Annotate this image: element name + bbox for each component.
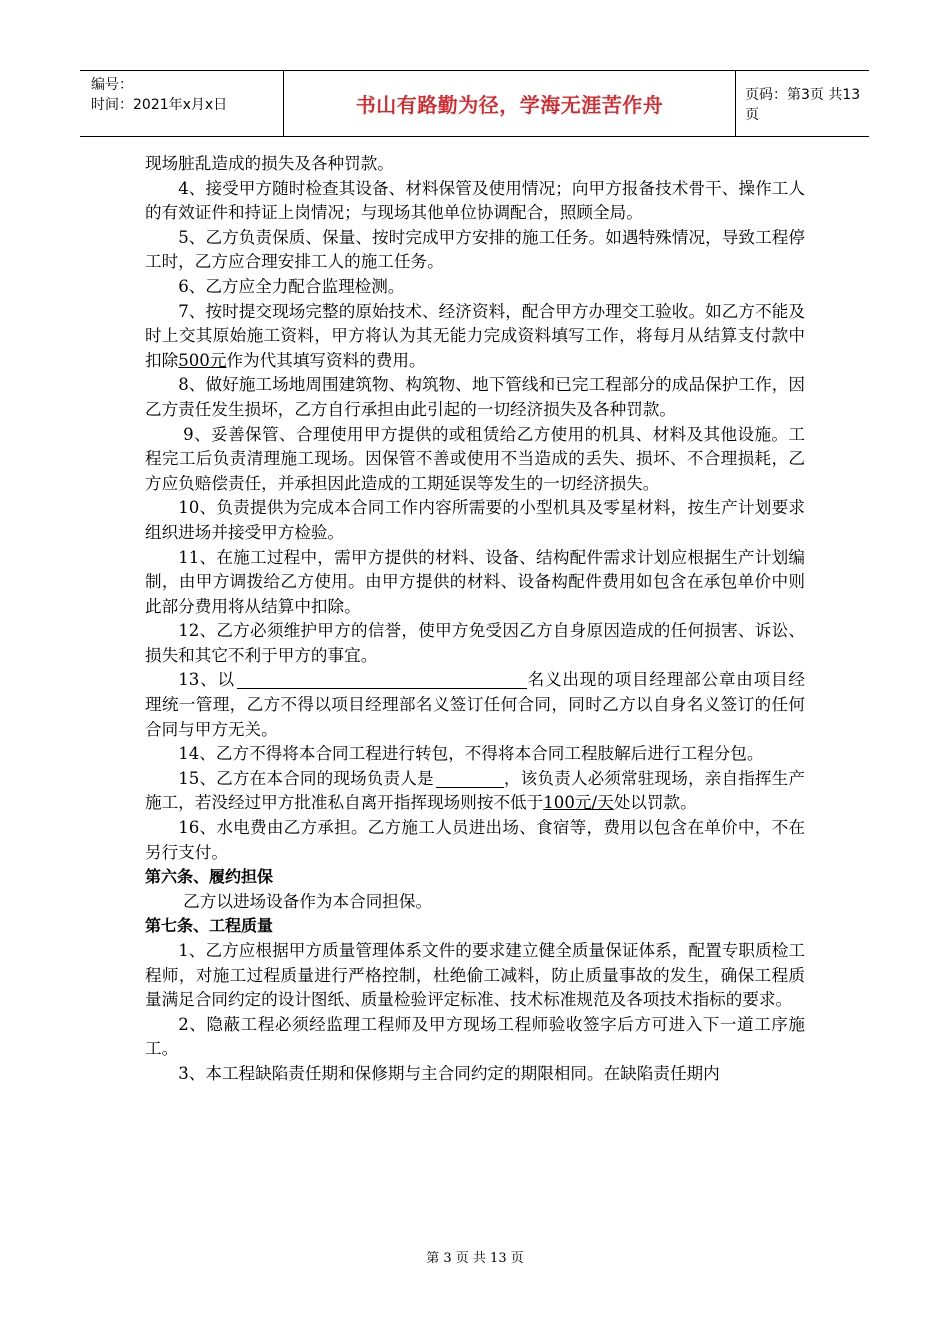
document-header — [80, 70, 869, 137]
clause-8: 8、做好施工场地周围建筑物、构筑物、地下管线和已完工程部分的成品保护工作，因乙方责任发生损坏，乙方自行承担由此引起的一切经济损失及各种罚款。 — [145, 375, 805, 419]
header-page-info: 页码：第3页 共13页 — [745, 86, 861, 123]
document-body — [145, 152, 805, 1087]
clause-7-text-b: 作为代其填写资料的费用。 — [226, 350, 426, 370]
document-number-label: 编号： — [91, 77, 133, 93]
header-motto-cell — [284, 71, 736, 136]
header-meta — [80, 71, 284, 136]
clause-7 — [145, 300, 805, 374]
header-page-info-cell — [736, 71, 869, 136]
clause-13 — [145, 668, 805, 742]
article-7-heading: 第七条、工程质量 — [145, 916, 274, 936]
page-footer: 第 3 页 共 13 页 — [426, 1251, 524, 1266]
clause-15-text-c: 处以罚款。 — [613, 793, 697, 813]
clause-4: 4、接受甲方随时检查其设备、材料保管及使用情况；向甲方报备技术骨干、操作工人的有效证件和持证上岗情况；与现场其他单位协调配合，照顾全局。 — [145, 178, 805, 223]
article-6-clause: 乙方以进场设备作为本合同担保。 — [183, 891, 433, 911]
clause-6: 6、乙方应全力配合监理检测。 — [178, 276, 405, 296]
clause-14: 14、乙方不得将本合同工程进行转包，不得将本合同工程肢解后进行工程分包。 — [178, 744, 764, 764]
article-6-heading: 第六条、履约担保 — [145, 867, 274, 887]
clause-15-amount: 100元/天 — [543, 793, 614, 813]
document-date: 时间：2021年x月x日 — [91, 97, 228, 113]
clause-16: 16、水电费由乙方承担。乙方施工人员进出场、食宿等，费用以包含在单价中，不在另行支付。 — [145, 818, 805, 862]
clause-7-amount: 500元 — [178, 350, 227, 370]
clause-13-text-a: 13、以 — [178, 670, 235, 690]
clause-7-text-a: 7、按时提交现场完整的原始技术、经济资料，配合甲方办理交工验收。如乙方不能及时上交其原始施工资料，甲方将认为其无能力完成资料填写工作，将每月从结算支付款中扣除 — [145, 301, 805, 370]
header-motto: 书山有路勤为径，学海无涯苦作舟 — [355, 93, 664, 117]
paragraph-continuation: 现场脏乱造成的损失及各种罚款。 — [145, 154, 394, 173]
clause-15-text-a: 15、乙方在本合同的现场负责人是 — [178, 768, 434, 788]
article-7-clause-2: 2、隐蔽工程必须经监理工程师及甲方现场工程师验收签字后方可进入下一道工序施工。 — [145, 1014, 805, 1059]
clause-12: 12、乙方必须维护甲方的信誉，使甲方免受因乙方自身原因造成的任何损害、诉讼、损失和其它不利于甲方的事宜。 — [145, 621, 805, 665]
name-blank-line — [237, 670, 527, 689]
clause-15-text-b: ，该负责人必须常驻现场，亲自指挥生产施工，若没经过甲方批准私自离开指挥现场则按不低于 — [145, 768, 805, 813]
article-7-clause-3: 3、本工程缺陷责任期和保修期与主合同约定的期限相同。在缺陷责任期内 — [178, 1063, 720, 1083]
clause-13-text-b: 名义出现的项目经理部公章由项目经理统一管理，乙方不得以项目经理部名义签订任何合同，同时乙方以自身名义签订的任何合同与甲方无关。 — [145, 670, 805, 739]
clause-5: 5、乙方负责保质、保量、按时完成甲方安排的施工任务。如遇特殊情况，导致工程停工时，乙方应合理安排工人的施工任务。 — [145, 227, 805, 272]
clause-9: 9、妥善保管、合理使用甲方提供的或租赁给乙方使用的机具、材料及其他设施。工程完工后负责清理施工现场。因保管不善或使用不当造成的丢失、损坏、不合理损耗，乙方应负赔偿责任，并承担因此造成的工期延误等发生的一切经济损失。 — [145, 424, 805, 493]
clause-10: 10、负责提供为完成本合同工作内容所需要的小型机具及零星材料，按生产计划要求组织进场并接受甲方检验。 — [145, 498, 805, 542]
site-manager-blank-line — [436, 769, 504, 788]
article-7-clause-1: 1、乙方应根据甲方质量管理体系文件的要求建立健全质量保证体系，配置专职质检工程师，对施工过程质量进行严格控制，杜绝偷工减料，防止质量事故的发生，确保工程质量满足合同约定的设计图纸、质量检验评定标准、技术标准规范及各项技术指标的要求。 — [145, 941, 805, 1010]
clause-15 — [145, 767, 805, 816]
clause-11: 11、在施工过程中，需甲方提供的材料、设备、结构配件需求计划应根据生产计划编制，由甲方调拨给乙方使用。由甲方提供的材料、设备构配件费用如包含在承包单价中则此部分费用将从结算中扣除。 — [145, 547, 805, 616]
